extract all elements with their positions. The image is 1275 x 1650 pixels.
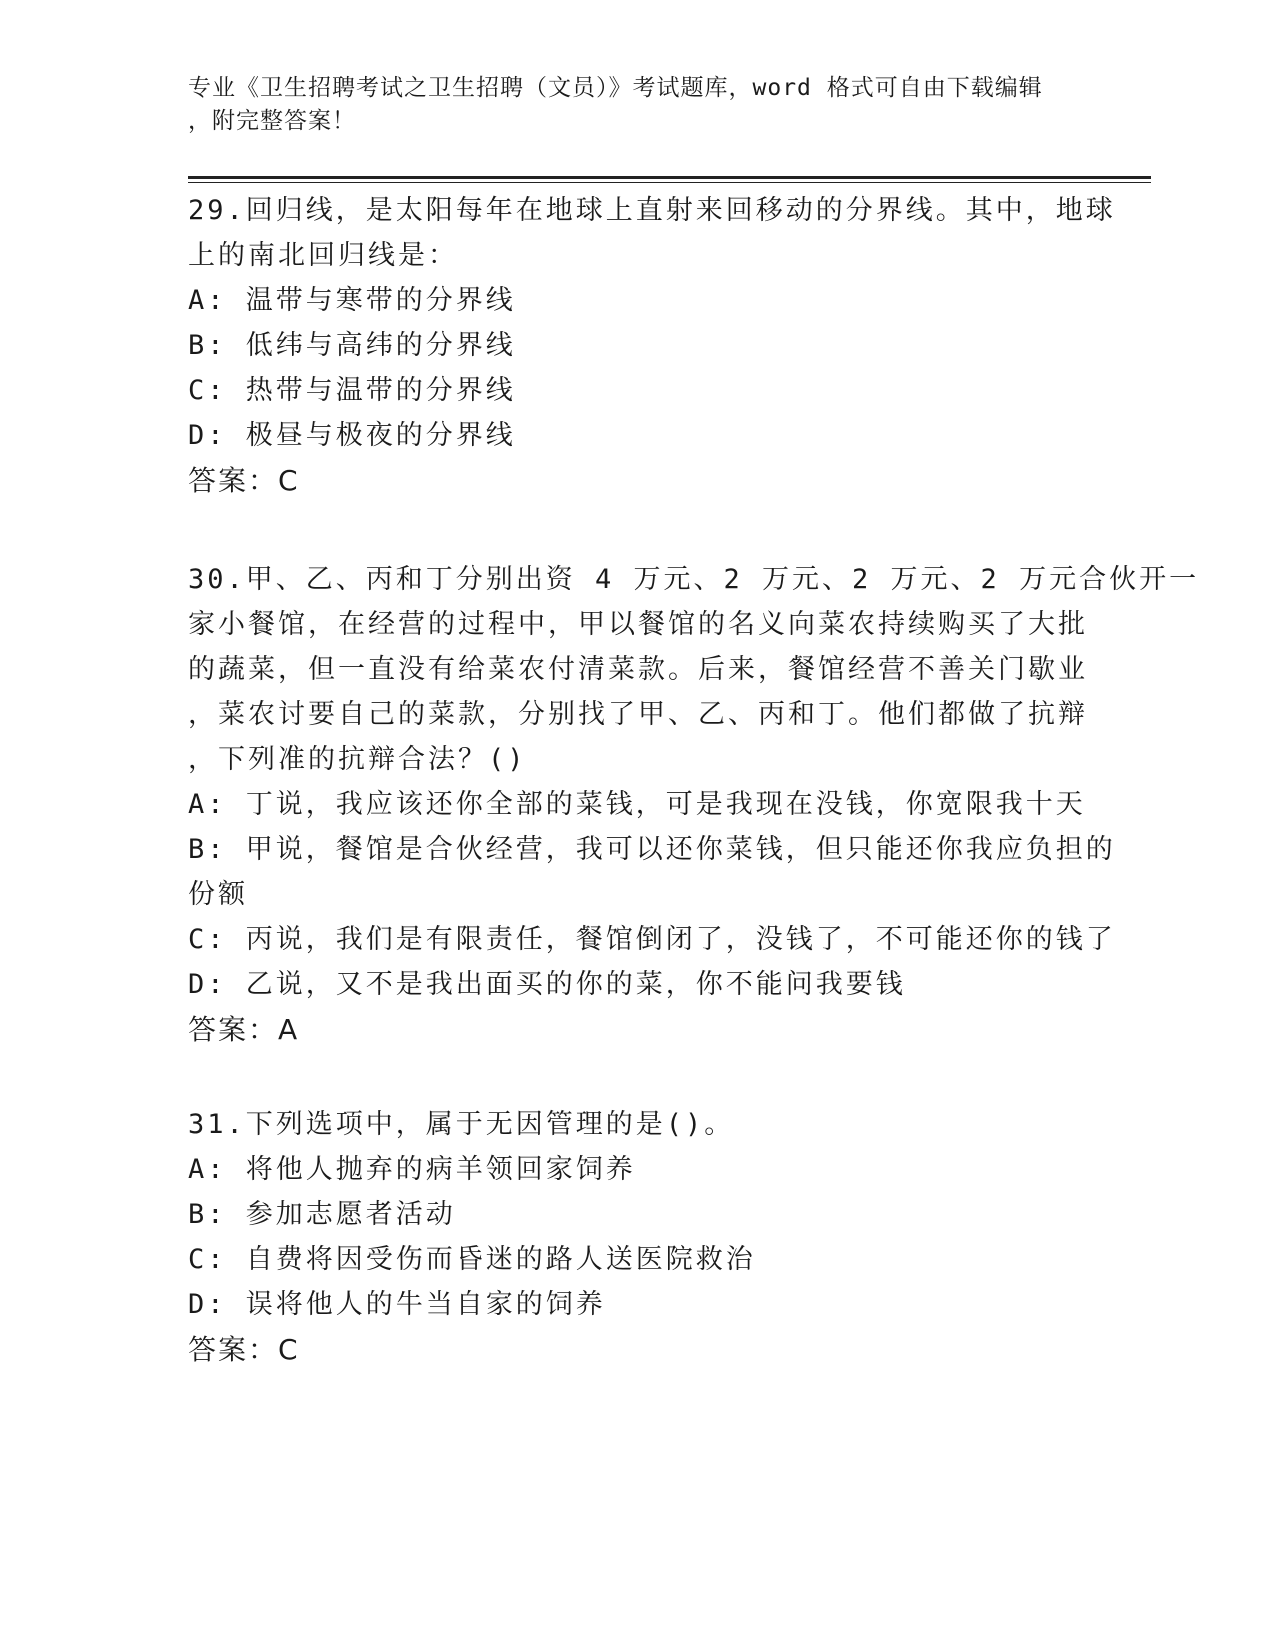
question-stem: ，下列准的抗辩合法？() xyxy=(188,744,527,775)
option-b: B: 低纬与高纬的分界线 xyxy=(188,330,516,361)
option-c: C: 丙说，我们是有限责任，餐馆倒闭了，没钱了，不可能还你的钱了 xyxy=(188,924,1116,955)
question-stem: 上的南北回归线是： xyxy=(188,240,458,271)
question-stem: 29.回归线，是太阳每年在地球上直射来回移动的分界线。其中，地球 xyxy=(188,195,1116,226)
answer: 答案：C xyxy=(188,464,300,497)
answer: 答案：A xyxy=(188,1013,300,1046)
question-stem: 31.下列选项中，属于无因管理的是()。 xyxy=(188,1109,735,1140)
question-stem: ，菜农讨要自己的菜款，分别找了甲、乙、丙和丁。他们都做了抗辩 xyxy=(188,699,1088,730)
option-a: A: 丁说，我应该还你全部的菜钱，可是我现在没钱，你宽限我十天 xyxy=(188,789,1086,820)
option-d: D: 误将他人的牛当自家的饲养 xyxy=(188,1289,606,1320)
question-stem: 家小餐馆，在经营的过程中，甲以餐馆的名义向菜农持续购买了大批 xyxy=(188,609,1088,640)
option-d: D: 乙说，又不是我出面买的你的菜，你不能问我要钱 xyxy=(188,969,906,1000)
document-header xyxy=(188,72,1088,138)
header-line: ，附完整答案！ xyxy=(188,108,356,134)
option-c: C: 热带与温带的分界线 xyxy=(188,375,516,406)
question-30 xyxy=(188,557,1200,1052)
option-b-continued: 份额 xyxy=(188,879,248,910)
option-d: D: 极昼与极夜的分界线 xyxy=(188,420,516,451)
option-a: A: 温带与寒带的分界线 xyxy=(188,285,516,316)
header-divider-thin xyxy=(188,182,1151,183)
question-stem: 30.甲、乙、丙和丁分别出资 4 万元、2 万元、2 万元、2 万元合伙开一 xyxy=(188,564,1200,595)
option-b: B: 甲说，餐馆是合伙经营，我可以还你菜钱，但只能还你我应负担的 xyxy=(188,834,1116,865)
answer: 答案：C xyxy=(188,1333,300,1366)
option-b: B: 参加志愿者活动 xyxy=(188,1199,456,1230)
header-line: 专业《卫生招聘考试之卫生招聘（文员）》考试题库，word 格式可自由下载编辑 xyxy=(188,75,1043,101)
header-divider xyxy=(188,176,1151,179)
question-29 xyxy=(188,188,1116,503)
question-31 xyxy=(188,1102,1088,1372)
question-stem: 的蔬菜，但一直没有给菜农付清菜款。后来，餐馆经营不善关门歇业 xyxy=(188,654,1088,685)
option-c: C: 自费将因受伤而昏迷的路人送医院救治 xyxy=(188,1244,756,1275)
option-a: A: 将他人抛弃的病羊领回家饲养 xyxy=(188,1154,636,1185)
